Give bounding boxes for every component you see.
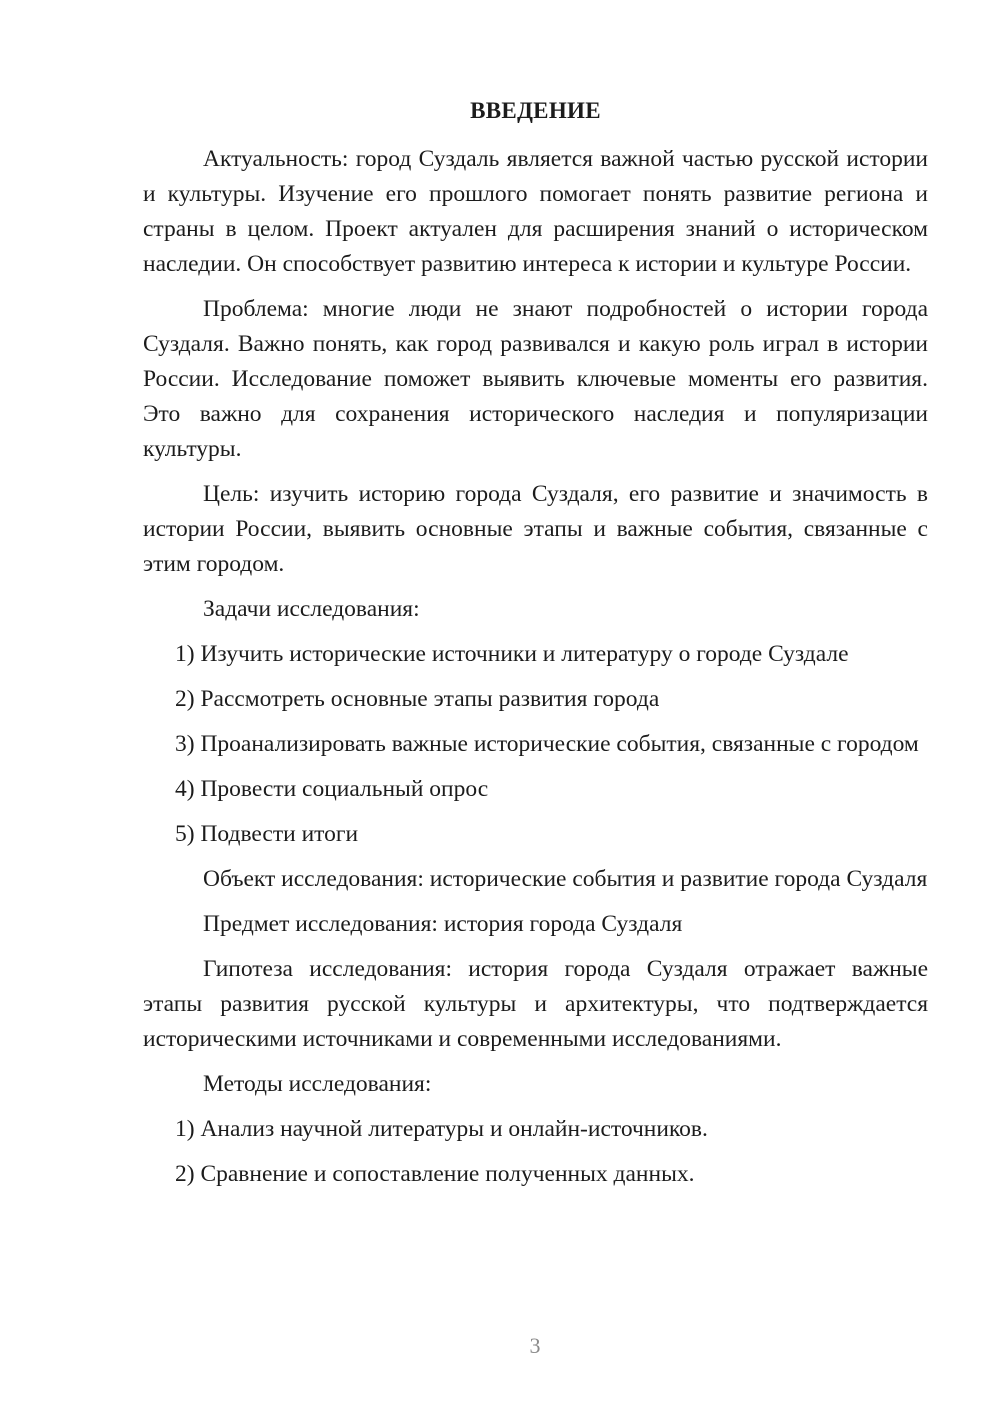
- hypothesis-paragraph: Гипотеза исследования: история города Суздаля отражает важные этапы развития русской культуры и архитектуры, что подтверждается историческими источниками и современными исследованиями.: [143, 956, 928, 1052]
- task-item-2: 2) Рассмотреть основные этапы развития города: [175, 686, 660, 712]
- tasks-heading: Задачи исследования:: [203, 596, 420, 622]
- subject-paragraph: Предмет исследования: история города Суздаля: [203, 911, 683, 937]
- object-paragraph: Объект исследования: исторические события и развитие города Суздаля: [203, 866, 928, 892]
- page-title: ВВЕДЕНИЕ: [470, 98, 601, 123]
- method-item-1: 1) Анализ научной литературы и онлайн-источников.: [175, 1116, 708, 1142]
- task-item-3: 3) Проанализировать важные исторические события, связанные с городом: [175, 731, 919, 757]
- goal-paragraph: Цель: изучить историю города Суздаля, его развитие и значимость в истории России, выявить основные этапы и важные события, связанные с этим городом.: [143, 481, 928, 577]
- document-body: [143, 142, 928, 1202]
- relevance-paragraph: Актуальность: город Суздаль является важной частью русской истории и культуры. Изучение его прошлого помогает понять развитие региона и страны в целом. Проект актуален для расширения знаний о историческом наследии. Он способствует развитию интереса к истории и культуре России.: [143, 146, 928, 277]
- task-item-4: 4) Провести социальный опрос: [175, 776, 489, 802]
- problem-paragraph: Проблема: многие люди не знают подробностей о истории города Суздаля. Важно понять, как город развивался и какую роль играл в истории России. Исследование поможет выявить ключевые моменты его развития. Это важно для сохранения исторического наследия и популяризации культуры.: [143, 296, 928, 462]
- page-number: 3: [529, 1333, 541, 1358]
- methods-heading: Методы исследования:: [203, 1071, 432, 1097]
- method-item-2: 2) Сравнение и сопоставление полученных данных.: [175, 1161, 695, 1187]
- task-item-5: 5) Подвести итоги: [175, 821, 359, 847]
- task-item-1: 1) Изучить исторические источники и литературу о городе Суздале: [175, 641, 849, 667]
